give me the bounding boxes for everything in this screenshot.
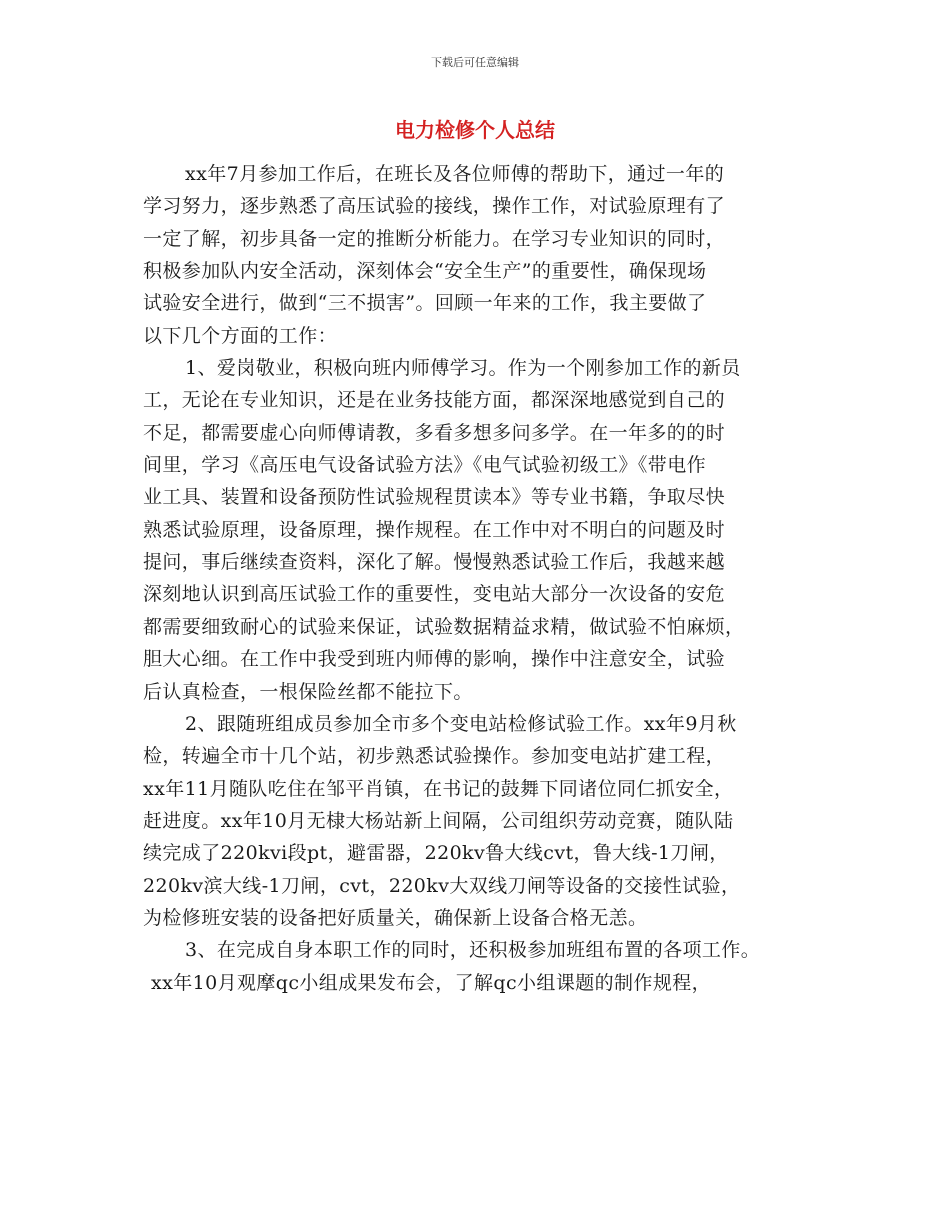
paragraph-line: 3、在完成自身本职工作的同时，还积极参加班组布置的各项工作。 (185, 939, 761, 962)
paragraph-line: 以下几个方面的工作： (143, 324, 338, 347)
paragraph-line: xx年7月参加工作后，在班长及各位师傅的帮助下，通过一年的 (185, 163, 725, 185)
paragraph-line: 都需要细致耐心的试验来保证，试验数据精益求精，做试验不怕麻烦， (143, 615, 745, 638)
paragraph-line: 赶进度。xx年10月无棣大杨站新上间隔，公司组织劳动竞赛，随队陆 (143, 809, 734, 832)
paragraph-line: 一定了解，初步具备一定的推断分析能力。在学习专业知识的同时， (143, 227, 726, 250)
paragraph-line: 1、爱岗敬业，积极向班内师傅学习。作为一个刚参加工作的新员 (185, 357, 741, 380)
paragraph-line: 胆大心细。在工作中我受到班内师傅的影响，操作中注意安全，试验 (143, 648, 726, 671)
paragraph-line: 续完成了220kvⅰ段pt，避雷器，220kv鲁大线cvt，鲁大线-1刀闸， (143, 842, 729, 865)
paragraph-line: 后认真检查，一根保险丝都不能拉下。 (143, 680, 473, 703)
document-title: 电力检修个人总结 (395, 118, 555, 142)
paragraph-line: 不足，都需要虚心向师傅请教，多看多想多问多学。在一年多的的时 (143, 421, 726, 444)
paragraph-line: xx年10月观摩qc小组成果发布会，了解qc小组课题的制作规程， (151, 971, 712, 994)
paragraph-line: 深刻地认识到高压试验工作的重要性，变电站大部分一次设备的安危 (143, 583, 726, 606)
paragraph-line: 试验安全进行，做到“三不损害”。回顾一年来的工作，我主要做了 (143, 292, 707, 315)
paragraph-line: 学习努力，逐步熟悉了高压试验的接线，操作工作，对试验原理有了 (143, 195, 726, 218)
paragraph-line: 积极参加队内安全活动，深刻体会“安全生产”的重要性，确保现场 (143, 260, 707, 283)
paragraph-line: xx年11月随队吃住在邹平肖镇，在书记的鼓舞下同诸位同仁抓安全， (143, 777, 734, 800)
page-header: 下载后可任意编辑 (431, 56, 519, 69)
paragraph-line: 间里，学习《高压电气设备试验方法》《电气试验初级工》《带电作 (143, 454, 707, 477)
paragraph-line: 熟悉试验原理，设备原理，操作规程。在工作中对不明白的问题及时 (143, 518, 726, 541)
paragraph-line: 工，无论在专业知识，还是在业务技能方面，都深深地感觉到自己的 (143, 389, 726, 412)
paragraph-line: 为检修班安装的设备把好质量关，确保新上设备合格无恙。 (143, 906, 648, 929)
paragraph-line: 提问，事后继续查资料，深化了解。慢慢熟悉试验工作后，我越来越 (143, 551, 726, 574)
paragraph-line: 业工具、装置和设备预防性试验规程贯读本》等专业书籍，争取尽快 (143, 486, 726, 509)
paragraph-line: 检，转遍全市十几个站，初步熟悉试验操作。参加变电站扩建工程， (143, 745, 726, 768)
document-body (143, 158, 843, 999)
paragraph-line: 220kv滨大线-1刀闸，cvt，220kv大双线刀闸等设备的交接性试验， (143, 874, 741, 897)
paragraph-line: 2、跟随班组成员参加全市多个变电站检修试验工作。xx年9月秋 (185, 712, 737, 735)
